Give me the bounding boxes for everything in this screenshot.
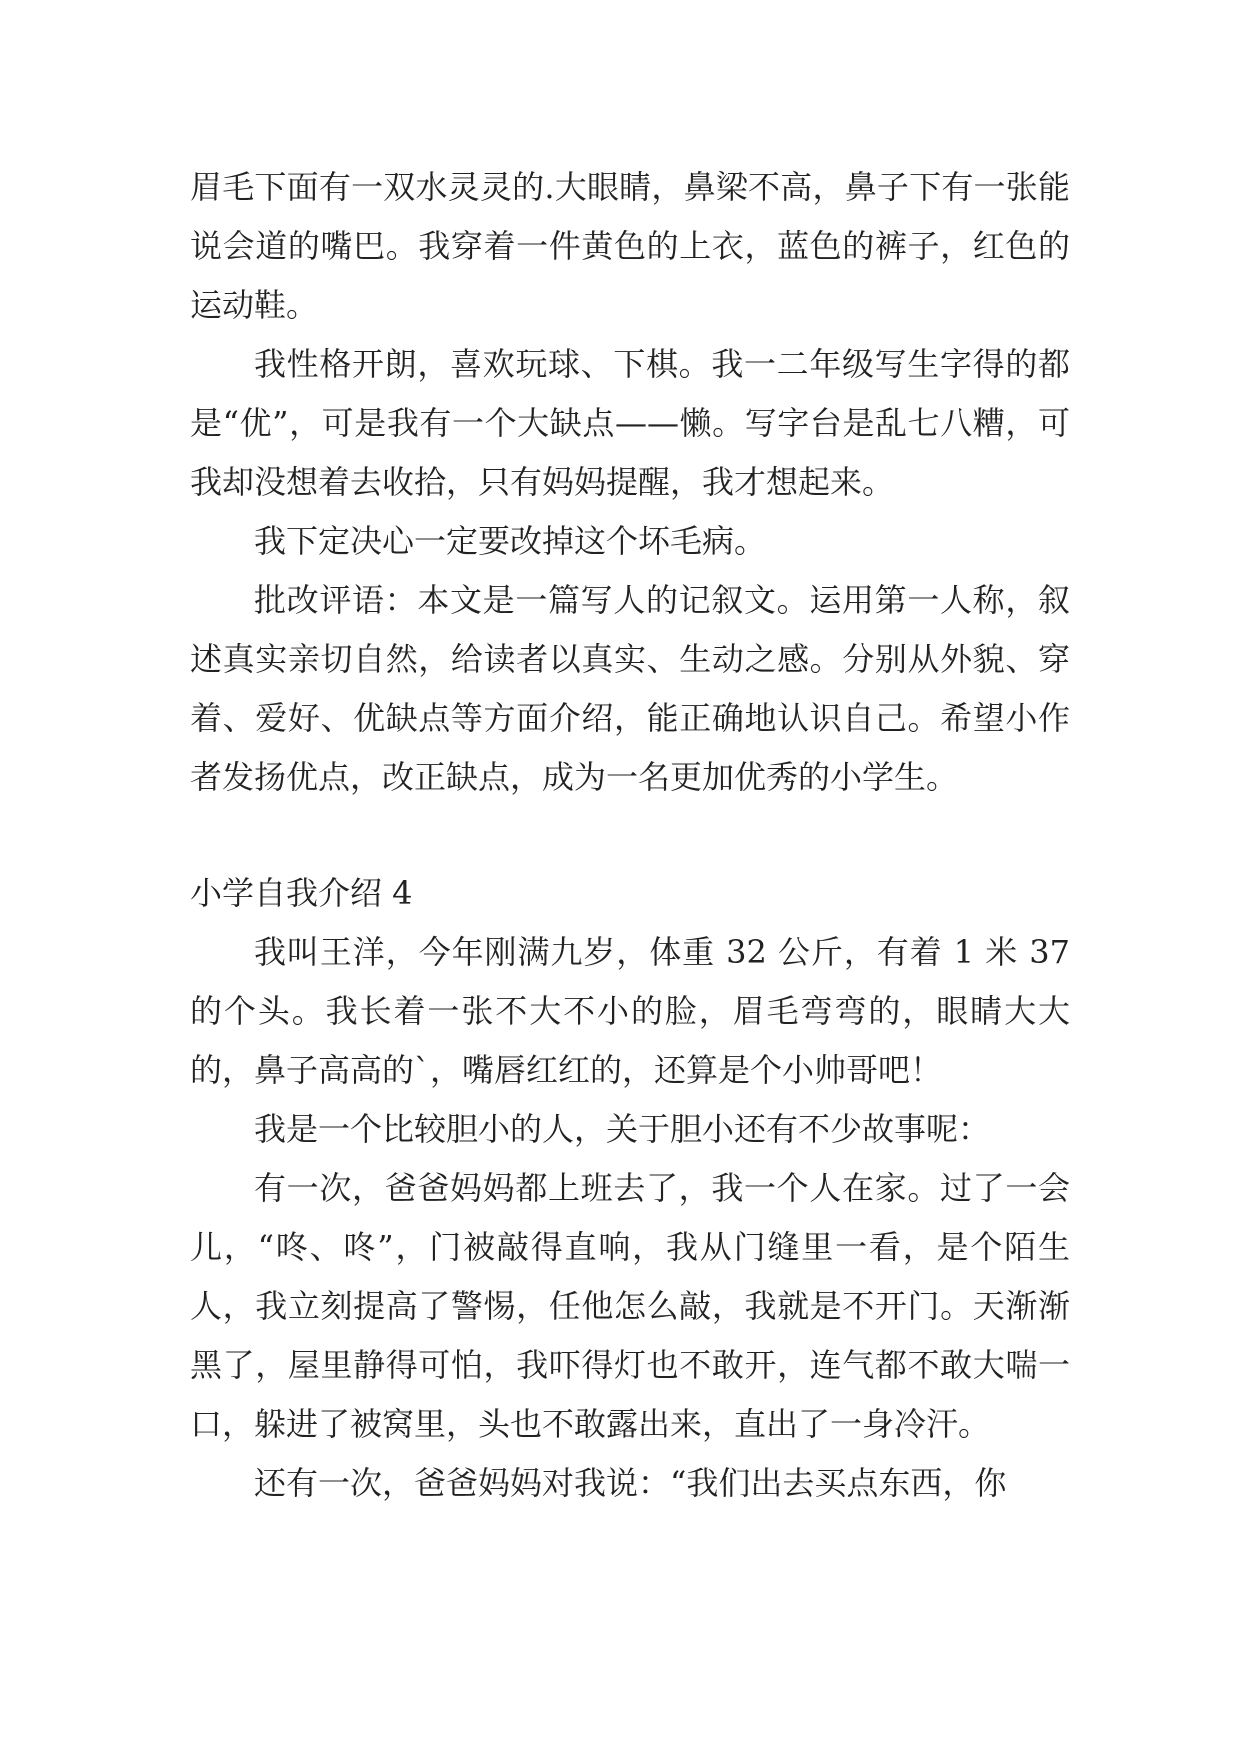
paragraph-timid-intro: 我是一个比较胆小的人，关于胆小还有不少故事呢： bbox=[254, 1110, 991, 1148]
paragraph-self-intro: 我叫王洋，今年刚满九岁，体重 32 公斤，有着 1 米 37 的个头。我长着一张不大不小的脸，眉毛弯弯的，眼睛大大的，鼻子高高的`，嘴唇红红的，还算是个小帅哥吧！ bbox=[190, 933, 1070, 1089]
section-spacer bbox=[190, 807, 1070, 864]
paragraph-resolution: 我下定决心一定要改掉这个坏毛病。 bbox=[254, 522, 767, 560]
section-title: 小学自我介绍 4 bbox=[190, 874, 413, 912]
paragraph-personality: 我性格开朗，喜欢玩球、下棋。我一二年级写生字得的都是“优”，可是我有一个大缺点——懒。写字台是乱七八糟，可我却没想着去收拾，只有妈妈提醒，我才想起来。 bbox=[190, 345, 1070, 501]
paragraph-story-shopping: 还有一次，爸爸妈妈对我说：“我们出去买点东西，你 bbox=[254, 1464, 1007, 1502]
paragraph-teacher-comment: 批改评语：本文是一篇写人的记叙文。运用第一人称，叙述真实亲切自然，给读者以真实、生动之感。分别从外貌、穿着、爱好、优缺点等方面介绍，能正确地认识自己。希望小作者发扬优点，改正缺点，成为一名更加优秀的小学生。 bbox=[190, 581, 1070, 796]
document-body bbox=[190, 158, 1070, 1513]
paragraph-appearance-continued: 眉毛下面有一双水灵灵的.大眼睛，鼻梁不高，鼻子下有一张能说会道的嘴巴。我穿着一件黄色的上衣，蓝色的裤子，红色的运动鞋。 bbox=[190, 168, 1070, 324]
paragraph-story-knock: 有一次，爸爸妈妈都上班去了，我一个人在家。过了一会儿，“咚、咚”，门被敲得直响，我从门缝里一看，是个陌生人，我立刻提高了警惕，任他怎么敲，我就是不开门。天渐渐黑了，屋里静得可怕，我吓得灯也不敢开，连气都不敢大喘一口，躲进了被窝里，头也不敢露出来，直出了一身冷汗。 bbox=[190, 1169, 1070, 1443]
